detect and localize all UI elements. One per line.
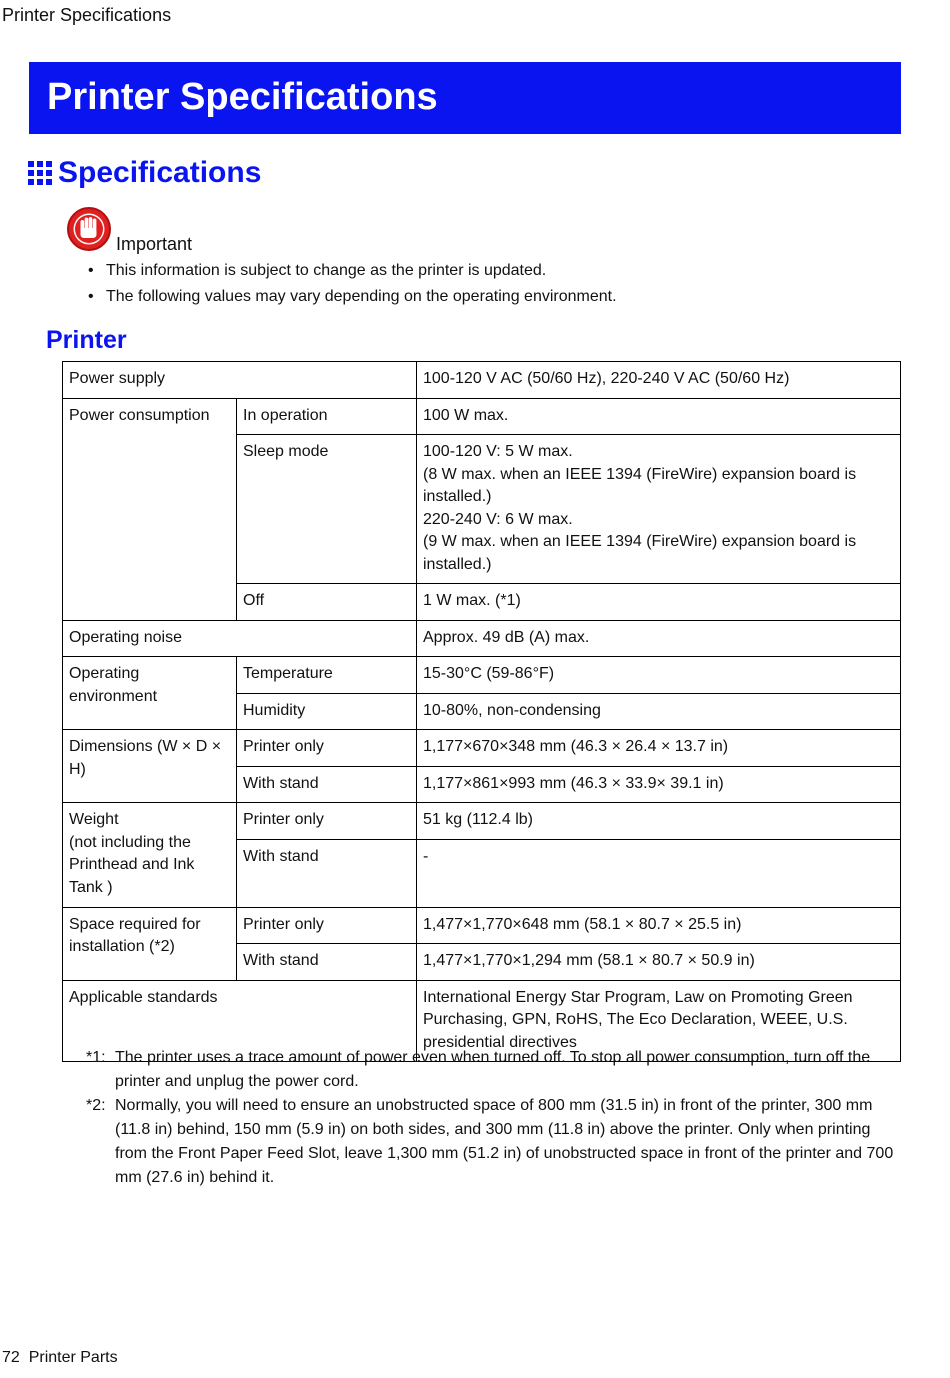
spec-table	[62, 361, 901, 1062]
cell-line: (8 W max. when an IEEE 1394 (FireWire) expansion board is installed.)	[423, 465, 857, 505]
table-cell: 1,177×861×993 mm (46.3 × 33.9× 39.1 in)	[417, 766, 901, 803]
page-footer	[2, 1349, 118, 1367]
table-cell: Humidity	[237, 693, 417, 730]
cell-line: (9 W max. when an IEEE 1394 (FireWire) expansion board is installed.)	[423, 533, 857, 573]
footnote-text: The printer uses a trace amount of power even when turned off. To stop all power consumption, turn off the printer and unplug the power cord.	[115, 1049, 871, 1090]
table-cell: Space required for installation (*2)	[63, 907, 237, 980]
table-cell: 51 kg (112.4 lb)	[417, 803, 901, 840]
table-cell: 1,477×1,770×648 mm (58.1 × 80.7 × 25.5 in)	[417, 907, 901, 944]
table-cell: -	[417, 839, 901, 907]
section-title: Specifications	[58, 156, 262, 189]
table-cell: Sleep mode	[237, 435, 417, 584]
important-label: Important	[116, 234, 193, 254]
table-row	[63, 620, 901, 657]
cell-line: (not including the Printhead and Ink Tank )	[69, 833, 195, 896]
footnote	[86, 1046, 902, 1094]
table-cell: 100 W max.	[417, 398, 901, 435]
footnote-text: Normally, you will need to ensure an unobstructed space of 800 mm (31.5 in) in front of the printer, 300 mm (11.8 in) behind, 150 mm (5.9 in) on both sides, and 300 mm (11.8 in) above the printer. Only when printing from the Front Paper Feed Slot, leave 1,300 mm (51.2 in) of unobstructed space in front of the printer and 700 mm (27.6 in) behind it.	[115, 1097, 894, 1186]
page-title: Printer Specifications	[47, 76, 438, 118]
table-cell: International Energy Star Program, Law on Promoting Green Purchasing, GPN, RoHS, The Eco Declaration, WEEE, U.S. presidential directives	[417, 980, 901, 1062]
table-cell: 15-30°C (59-86°F)	[417, 657, 901, 694]
table-cell: Off	[237, 584, 417, 621]
footnotes	[86, 1046, 902, 1190]
footer-section: Printer Parts	[28, 1349, 118, 1366]
title-banner	[29, 62, 901, 134]
table-cell: With stand	[237, 839, 417, 907]
cell-line: 220-240 V: 6 W max.	[423, 510, 573, 528]
table-row	[63, 730, 901, 767]
cell-line: 100-120 V: 5 W max.	[423, 443, 573, 460]
table-cell: Applicable standards	[63, 980, 417, 1062]
table-cell	[417, 435, 901, 584]
table-row	[63, 657, 901, 694]
section-heading	[28, 155, 261, 191]
table-row	[63, 907, 901, 944]
footnote-mark: *2:	[86, 1097, 106, 1114]
cell-line: Weight	[69, 811, 119, 828]
footnote	[86, 1094, 902, 1190]
table-cell: Power supply	[63, 362, 417, 399]
subsection-title: Printer	[46, 326, 127, 354]
table-cell: In operation	[237, 398, 417, 435]
table-cell	[63, 803, 237, 908]
table-cell: Approx. 49 dB (A) max.	[417, 620, 901, 657]
list-item: • This information is subject to change as the printer is updated.	[88, 262, 547, 279]
table-cell: Dimensions (W × D × H)	[63, 730, 237, 803]
table-cell: With stand	[237, 944, 417, 981]
table-row	[63, 803, 901, 840]
table-cell: Printer only	[237, 907, 417, 944]
table-row	[63, 398, 901, 435]
table-cell: 100-120 V AC (50/60 Hz), 220-240 V AC (50/60 Hz)	[417, 362, 901, 399]
stop-hand-icon	[66, 206, 112, 252]
table-cell: Power consumption	[63, 398, 237, 620]
list-item: • The following values may vary depending on the operating environment.	[88, 288, 617, 305]
table-cell: Temperature	[237, 657, 417, 694]
page-number: 72	[2, 1349, 20, 1366]
table-cell: 1,477×1,770×1,294 mm (58.1 × 80.7 × 50.9 in)	[417, 944, 901, 981]
table-cell: 1 W max. (*1)	[417, 584, 901, 621]
table-cell: 1,177×670×348 mm (46.3 × 26.4 × 13.7 in)	[417, 730, 901, 767]
table-cell: Operating environment	[63, 657, 237, 730]
table-row	[63, 362, 901, 399]
table-cell: Operating noise	[63, 620, 417, 657]
running-header: Printer Specifications	[2, 5, 172, 25]
footnote-mark: *1:	[86, 1049, 106, 1066]
table-cell: 10-80%, non-condensing	[417, 693, 901, 730]
table-cell: Printer only	[237, 803, 417, 840]
table-cell: With stand	[237, 766, 417, 803]
important-notes	[88, 262, 617, 314]
table-cell: Printer only	[237, 730, 417, 767]
grid-icon	[28, 161, 52, 185]
